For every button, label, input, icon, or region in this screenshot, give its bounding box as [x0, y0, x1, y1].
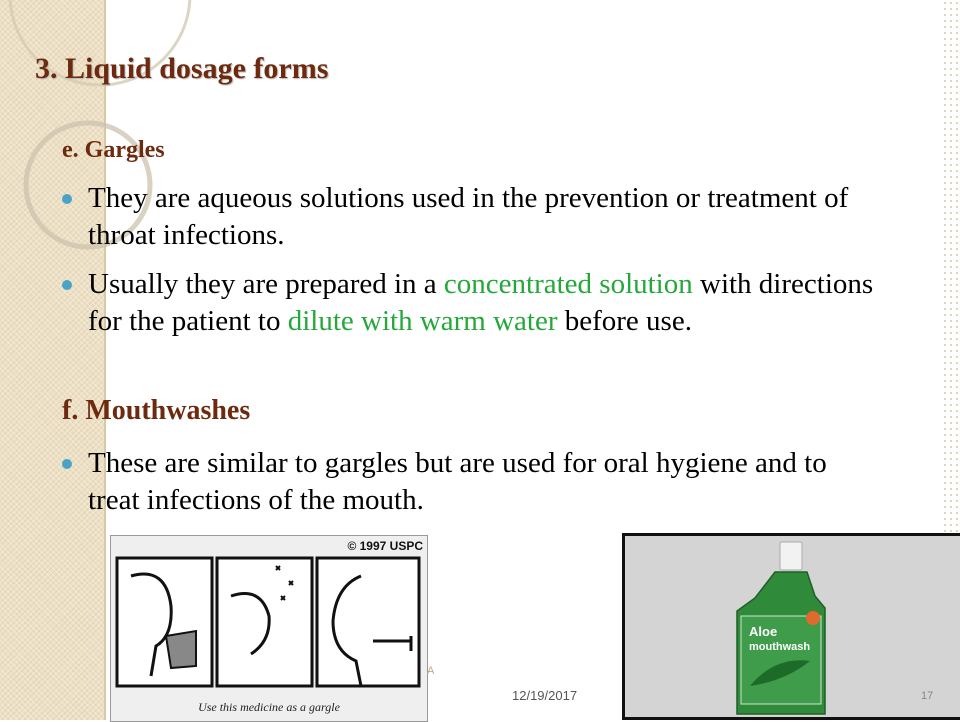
mouthwash-bottle-photo [622, 533, 960, 720]
bullet-text [88, 266, 878, 340]
page-number: 17 [921, 690, 934, 702]
footer-mark: A [427, 665, 435, 677]
bullet-dot-icon [62, 280, 72, 290]
bottle-cap [780, 542, 802, 570]
highlight-dilute-warm-water: dilute with warm water [287, 305, 558, 337]
comic-panel-1 [117, 558, 212, 686]
bullet-gargles-definition [62, 180, 878, 254]
text-run: Usually they are prepared in a [88, 268, 444, 300]
section-heading-mouthwashes: f. Mouthwashes [62, 395, 251, 426]
comic-caption: Use this medicine as a gargle [198, 700, 340, 714]
label-brand-text: Aloe [749, 624, 778, 639]
text-run: with directions for the patient to [88, 268, 874, 337]
bullet-dot-icon [62, 459, 72, 469]
footer-date: 12/19/2017 [512, 688, 578, 703]
label-product-text: mouthwash [749, 641, 811, 653]
cup-hand [166, 631, 196, 668]
bullet-gargles-preparation [62, 266, 878, 340]
highlight-concentrated-solution: concentrated solution [443, 268, 693, 300]
slide-title: 3. Liquid dosage forms [35, 52, 329, 85]
text-run: before use. [557, 305, 692, 337]
bullet-dot-icon [62, 194, 72, 204]
mouthwash-bottle-illustration [625, 536, 960, 717]
bullet-mouthwashes-definition [62, 445, 878, 519]
gargle-instruction-illustration [110, 535, 428, 722]
copyright-label: © 1997 USPC [347, 539, 423, 553]
bullet-text: They are aqueous solutions used in the prevention or treatment of throat infections. [88, 182, 849, 251]
bullet-text: These are similar to gargles but are used for oral hygiene and to treat infections of the mouth. [88, 447, 827, 516]
section-heading-gargles: e. Gargles [62, 137, 165, 163]
gargle-comic-drawing [111, 536, 427, 721]
label-badge [806, 611, 820, 625]
comic-panel-2 [217, 558, 312, 686]
